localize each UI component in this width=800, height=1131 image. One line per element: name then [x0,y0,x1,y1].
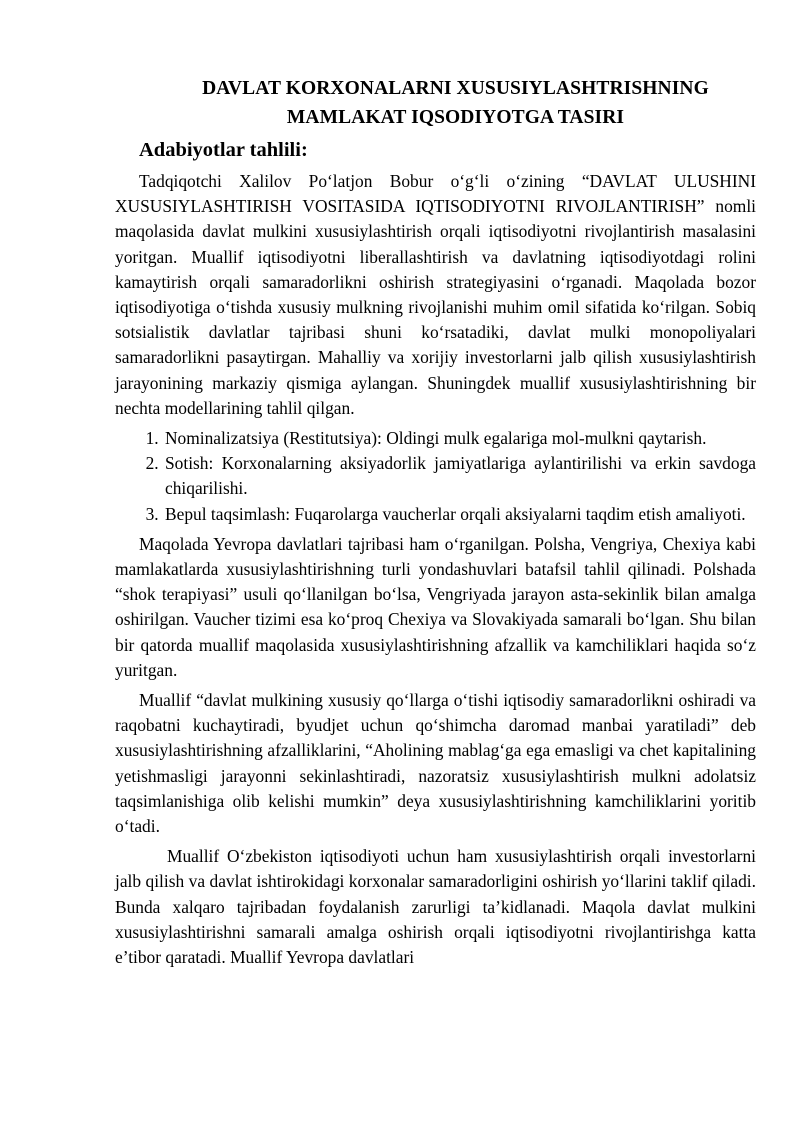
list-item: 1. Nominalizatsiya (Restitutsiya): Oldingi mulk egalariga mol-mulkni qaytarish. [163,426,756,451]
paragraph-3: Muallif “davlat mulkining xususiy qo‘llarga o‘tishi iqtisodiy samaradorlikni oshiradi va raqobatni kuchaytiradi, byudjet uchun qo‘shimcha daromad manbai yaratiladi” deb xususiylashtirishning afzalliklarini, “Aholining mablag‘ga ega emasligi va chet kapitalining yetishmasligi jarayonni sekinlashtiradi, nazoratsiz xususiylashtirish mulkni adolatsiz taqsimlanishiga olib kelishi mumkin” deya xususiylashtirishning kamchiliklarini yoritib o‘tadi. [115,690,756,837]
paragraph-2: Maqolada Yevropa davlatlari tajribasi ham o‘rganilgan. Polsha, Vengriya, Chexiya kabi mamlakatlarda xususiylashtirishning turli yondashuvlari batafsil tahlil qilinadi. Polshada “shok terapiyasi” usuli qo‘llanilgan bo‘lsa, Vengriyada jarayon asta-sekinlik bilan amalga oshirilgan. Vaucher tizimi esa ko‘proq Chexiya va Slovakiyada samarali bo‘lgan. Shu bilan bir qatorda muallif maqolasida xususiylashtirishning afzallik va kamchiliklari haqida so‘z yuritgan. [115,533,756,680]
title-line-2: MAMLAKAT IQSODIYOTGA TASIRI [286,107,625,128]
paragraph-1: Tadqiqotchi Xalilov Po‘latjon Bobur o‘g‘li o‘zining “DAVLAT ULUSHINI XUSUSIYLASHTIRISH VOSITASIDA IQTISODIYOTNI RIVOJLANTIRISH” nomli maqolasida davlat mulkini xususiylashtirish orqali iqtisodiyotni rivojlantirish masalasini yoritgan. Muallif iqtisodiyotni liberallashtirish va davlatning iqtisodiyotdagi rolini kamaytirish orqali samaradorlikni oshirish strategiyasini o‘rganadi. Maqolada bozor iqtisodiyotiga o‘tishda xususiy mulkning rivojlanishi muhim omil sifatida ko‘rilgan. Sobiq sotsialistik davlatlar tajribasi shuni ko‘rsatadiki, davlat mulki monopoliyalari samaradorlikni pasaytirgan. Mahalliy va xorijiy investorlarni jalb qilish xususiylashtirish jarayonining markaziy qismiga aylangan. Shuningdek muallif xususiylashtirishning bir nechta modellarining tahlil qilgan. [115,171,756,418]
privatization-models-list [115,426,756,527]
document-title [155,74,756,132]
paragraph-4: Muallif O‘zbekiston iqtisodiyoti uchun ham xususiylashtirish orqali investorlarni jalb qilish va davlat ishtirokidagi korxonalar samaradorligini oshirish yo‘llarini taklif qiladi. Bunda xalqaro tajribadan foydalanish zarurligi ta’kidlanadi. Maqola davlat mulkini xususiylashtirishni samarali amalga oshirish orqali iqtisodiyotni rivojlantirishga katta e’tibor qaratadi. Muallif Yevropa davlatlari [115,846,756,968]
list-item: 3. Bepul taqsimlash: Fuqarolarga vaucherlar orqali aksiyalarni taqdim etish amaliyoti. [163,502,756,527]
section-heading: Adabiyotlar tahlili: [139,139,308,161]
title-line-1: DAVLAT KORXONALARNI XUSUSIYLASHTRISHNING [202,78,709,99]
list-item: 2. Sotish: Korxonalarning aksiyadorlik jamiyatlariga aylantirilishi va erkin savdoga chiqarilishi. [163,451,756,501]
document-page [115,74,756,975]
